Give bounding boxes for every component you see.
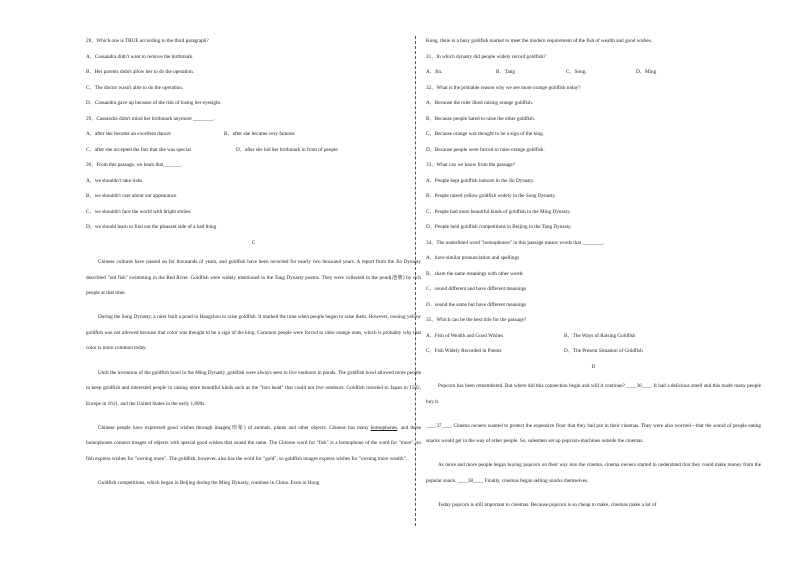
question-text: 33、What can we know from the passage? [426, 162, 516, 168]
options-row [86, 131, 421, 138]
passage-paragraph: Today popcorn is still important to cinemas. Because popcorn is so cheap to make, cinemas make a lot of [438, 502, 657, 509]
option-d: D、sound the same but have different meanings [426, 301, 527, 308]
option-c: C、The doctor wasn't able to do the operation. [86, 84, 184, 91]
passage-paragraph: Popcorn has been remembered. But where did this connection begin and will it continue? ____36____ It had a delicious smell and this made many people buy it. [426, 383, 761, 405]
option-b: B、we shouldn't care about our appearance [86, 193, 177, 199]
option-c: C、People had more beautiful kinds of goldfish in the Ming Dynasty. [426, 208, 571, 215]
question-30 [86, 162, 421, 231]
passage-paragraph: ____37____ Cinema owners wanted to protect the expensive floor that they had put in their cinemas. They were also worried—that the sound of people eating snacks would get in the way of other people. So, salesmen set up popcorn-machines outside the cinemas. [426, 422, 761, 445]
option-d: D、The Present Situation of Goldfish [564, 348, 643, 354]
passage-heading: C [251, 239, 256, 246]
question-text: 31、In which dynasty did people widely record goldfish? [426, 53, 546, 60]
option-a: A、Because the ruler liked raising orange goldfish. [426, 100, 534, 106]
passage-heading: D [591, 363, 596, 370]
passage-paragraph: Until the invention of the goldfish bowl in the Ming Dynasty, goldfish were always seen to live outdoors in ponds. The goldfish bowl allowed more people to keep goldfish and interested people in raising more beautiful kinds such as the "lion head" that could not live outdoors. Goldfish traveled to Japan in 1502, Europe in 1611, and the United States in the early 1,800s. [86, 369, 421, 407]
option-d: D、Cassandra gave up because of the risk of losing her eyesight. [86, 100, 222, 106]
passage-paragraph: Chinese cultures have passed on for thousands of years, and goldfish have been recorded for nearly two thousand years. A report from the Jin Dynasty described "red fish" swimming in the Red River. Goldfish were widely mentioned in the Tang Dynasty poems. They were collected in the pond(池塘) by rich people at that time. [86, 259, 421, 297]
option-b: B、Because people hated to raise the other goldfish. [426, 115, 536, 122]
right-column [426, 38, 761, 522]
option-d: D、we should learn to find out the pleasant side of a bad thing [86, 224, 217, 230]
question-text: 29、Cassandra didn't mind her birthmark anymore ________. [86, 115, 216, 122]
question-text: 34、The underlined word "homophones" in this passage means words that ________. [426, 239, 605, 246]
option-b: B、Her parents didn't allow her to do the operation. [86, 69, 194, 75]
option-a: A、we shouldn't take risks [86, 177, 143, 184]
options-row [426, 348, 761, 355]
passage-paragraph: Goldfish competitions, which began in Beijing during the Ming Dynasty, continue in China. Even in Hong [98, 480, 320, 487]
passage-paragraph: During the Song Dynasty, a ruler built a pond in Hangzhou to raise goldfish. It marked the time when people began to raise them. However, owning yellow goldfish was not allowed because that color was thought to be a sign of the king. Common people were forced to raise orange ones, which is probably why that color is more common today. [86, 314, 421, 352]
option-d: D、after she hid her birthmark in front of people [236, 146, 338, 153]
option-b: B、People raised yellow goldfish widely in the Song Dynasty. [426, 193, 557, 199]
option-b: B、after she became very famous [224, 131, 295, 137]
options-row [86, 147, 421, 154]
left-column [86, 38, 421, 500]
option-c: C、Because orange was thought to be a sign of the king. [426, 131, 544, 137]
option-b: B、Tang [496, 69, 515, 75]
option-d: D、Because people were forced to raise orange goldfish. [426, 146, 545, 153]
options-row [426, 69, 761, 76]
passage-paragraph: As more and more people began buying popcorn on their way into the cinema, cinema owners started to understand that they could make money from the popular snack. ____38____ Finally, cinemas began selling snacks themselves. [426, 462, 761, 484]
options-row [426, 333, 761, 340]
question-34 [426, 240, 761, 309]
question-33 [426, 162, 761, 231]
question-text: 35、Which can be the best title for the passage? [426, 317, 527, 323]
question-text: 30、From this passage, we learn that_______. [86, 162, 183, 168]
option-a: A、have similar pronunciation and spellings [426, 255, 520, 261]
option-a: A、People kept goldfish indoors in the Jin Dynasty. [426, 177, 535, 184]
question-31 [426, 54, 761, 77]
question-28 [86, 38, 421, 107]
option-c: C、after she accepted the fact that she was special [86, 146, 191, 153]
option-c: C、Song. [566, 69, 587, 75]
question-32 [426, 85, 761, 154]
passage-paragraph: Chinese people have expressed good wishes through images(形象) of animals, plants and other objects. Chinese has many homophones, and these homophones connect images of objects with special good wishes that sound the same. The Chinese word for "fish" is a homophone of the word for "more", so fish express wishes for "owning more". The goldfish, however, also has the word for "gold", so goldfish images express wishes for "owning more wealth". [86, 424, 421, 463]
option-a: A、Fish of Wealth and Good Wishes [426, 332, 504, 339]
option-c: C、sound different and have different meanings [426, 286, 527, 292]
passage-continuation: Kong, there is a busy goldfish market to meet the modern requirement of the fish of wealth and good wishes. [426, 38, 653, 44]
option-a: A、after she became an excellent dancer [86, 131, 172, 137]
option-d: D、Ming [636, 69, 657, 75]
question-text: 32、What is the probable reason why we see more orange goldfish today? [426, 84, 581, 91]
option-a: A、Jin. [426, 69, 443, 75]
option-d: D、People held goldfish competitions in Beijing in the Tang Dynasty. [426, 224, 572, 230]
question-text: 28、Which one is TRUE according to the third paragraph? [86, 38, 209, 44]
question-35 [426, 317, 761, 355]
question-29 [86, 116, 421, 154]
option-b: B、The Ways of Raising Goldfish [564, 332, 636, 339]
option-c: C、we shouldn't face the world with bright smiles [86, 208, 191, 215]
underlined-word: homophones [370, 424, 398, 431]
option-c: C、Fish Widely Recorded in Poems [426, 348, 502, 354]
option-a: A、Cassandra didn't want to remove the birthmark. [86, 53, 194, 60]
option-b: B、share the same meanings with other words [426, 270, 523, 277]
